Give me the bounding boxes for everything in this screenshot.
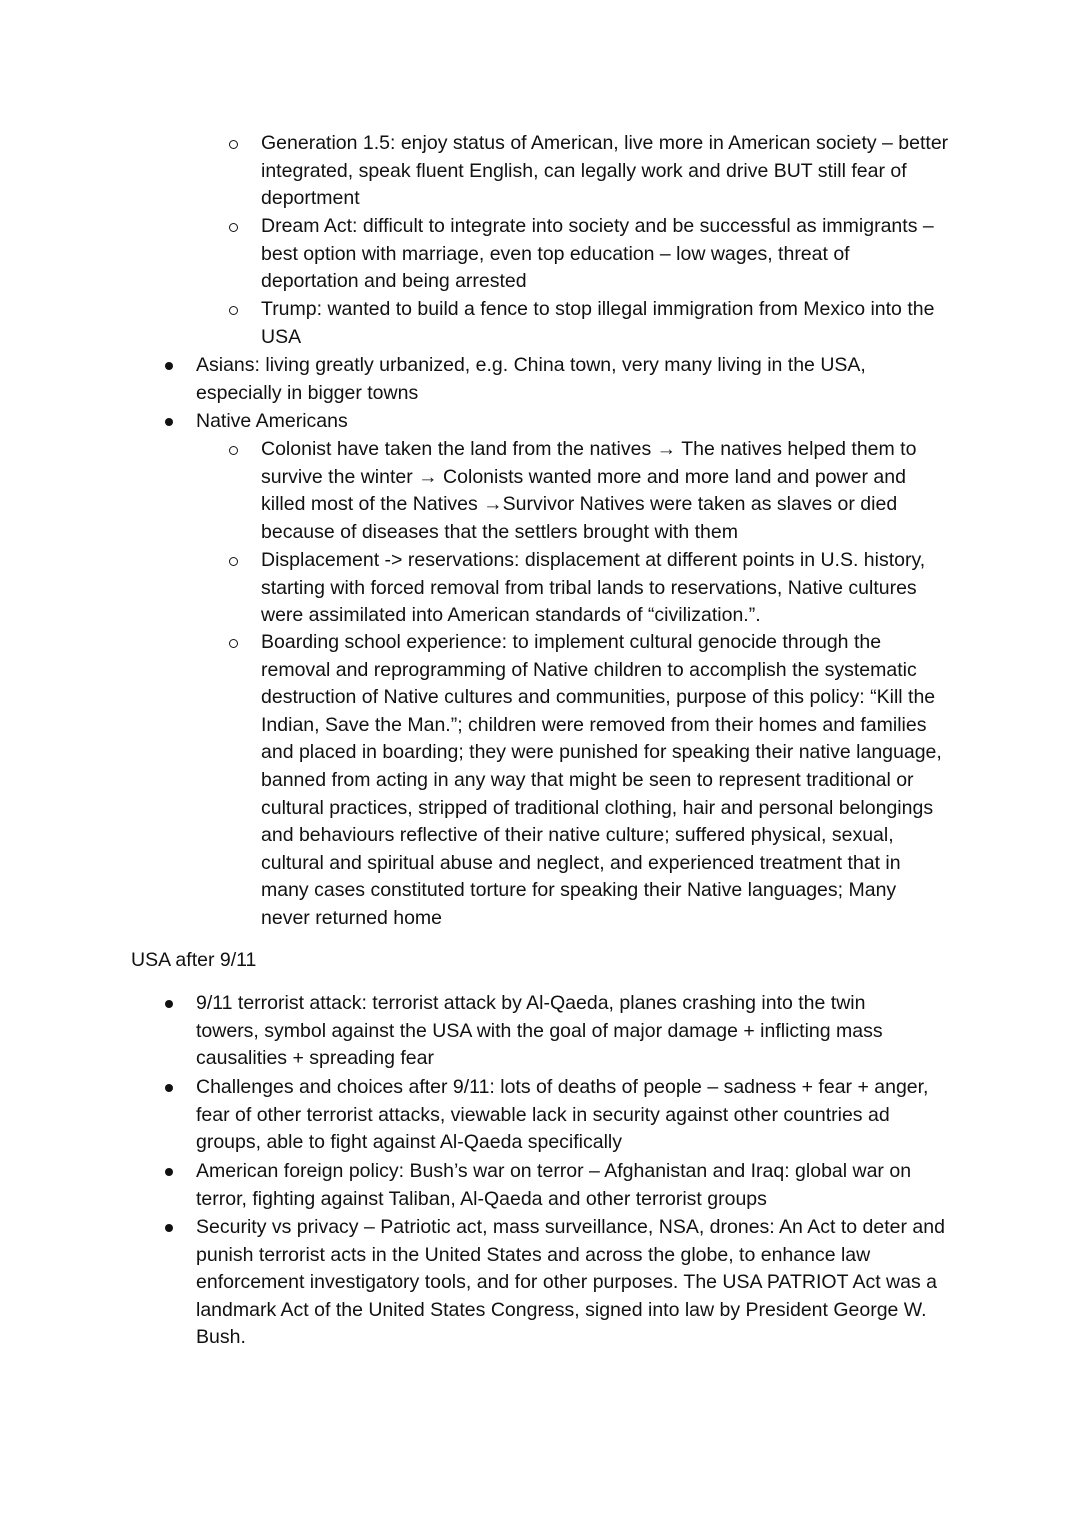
bullet-dot-icon (165, 1084, 173, 1092)
list-item-text: American foreign policy: Bush’s war on terror – Afghanistan and Iraq: global war on terror, fighting against Taliban, Al-Qaeda and other terrorist groups (196, 1160, 912, 1210)
circle-bullet-icon (229, 446, 238, 455)
circle-bullet-icon (229, 140, 238, 149)
list-item-text: Security vs privacy – Patriotic act, mass surveillance, NSA, drones: An Act to deter and punish terrorist acts in the United States and across the globe, to enhance law enforcement investigatory tools, and for other purposes. The USA PATRIOT Act was a landmark Act of the United States Congress, signed into law by President George W. Bush. (196, 1216, 945, 1349)
list-item-text: Asians: living greatly urbanized, e.g. China town, very many living in the USA, especially in bigger towns (196, 354, 866, 404)
circle-bullet-icon (229, 639, 238, 648)
bullet-dot-icon (165, 418, 173, 426)
circle-bullet-icon (229, 306, 238, 315)
list-item-text: Challenges and choices after 9/11: lots of deaths of people – sadness + fear + anger, fear of other terrorist attacks, viewable lack in security against other countries ad groups, able to fight against Al-Qaeda specifically (196, 1076, 929, 1154)
bullet-dot-icon (165, 362, 173, 370)
list-item-text: Trump: wanted to build a fence to stop illegal immigration from Mexico into the USA (261, 298, 935, 348)
list-item-text: Dream Act: difficult to integrate into society and be successful as immigrants – best option with marriage, even top education – low wages, threat of deportation and being arrested (261, 215, 934, 293)
list-item-text: 9/11 terrorist attack: terrorist attack by Al-Qaeda, planes crashing into the twin towers, symbol against the USA with the goal of major damage + inflicting mass causalities + spreading fear (196, 992, 883, 1070)
list-item-text: Native Americans (196, 410, 348, 432)
circle-bullet-icon (229, 223, 238, 232)
section-heading: USA after 9/11 (131, 949, 257, 971)
circle-bullet-icon (229, 557, 238, 566)
list-item-text: Boarding school experience: to implement cultural genocide through the removal and reprogramming of Native children to accomplish the systematic destruction of Native cultures and communities, purpose of this policy: “Kill the Indian, Save the Man.”; children were removed from their homes and families and placed in boarding; they were punished for speaking their native language, banned from acting in any way that might be seen to represent traditional or cultural practices, stripped of traditional clothing, hair and personal belongings and behaviours reflective of their native culture; suffered physical, sexual, cultural and spiritual abuse and neglect, and experienced treatment that in many cases constituted torture for speaking their Native languages; Many never returned home (261, 631, 942, 929)
list-item-text: Generation 1.5: enjoy status of American, live more in American society – better integrated, speak fluent English, can legally work and drive BUT still fear of deportment (261, 132, 949, 210)
bullet-dot-icon (165, 1000, 173, 1008)
bullet-dot-icon (165, 1224, 173, 1232)
list-item-text: Colonist have taken the land from the natives → The natives helped them to survive the winter → Colonists wanted more and more land and power and killed most of the Natives →Survivor Natives were taken as slaves or died because of diseases that the settlers brought with them (261, 438, 917, 543)
list-item-text: Displacement -> reservations: displacement at different points in U.S. history, starting with forced removal from tribal lands to reservations, Native cultures were assimilated into American standards of “civilization.”. (261, 549, 926, 627)
bullet-dot-icon (165, 1168, 173, 1176)
